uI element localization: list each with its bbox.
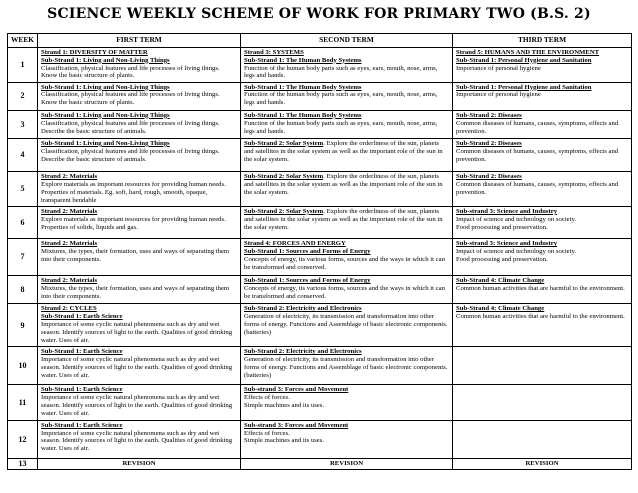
third-term-cell xyxy=(453,138,632,171)
first-term-cell xyxy=(38,172,241,207)
cell-heading: Sub-Strand 1: Sources and Forms of Energy xyxy=(244,247,371,255)
cell-heading: Strand 2: CYCLES xyxy=(41,305,97,313)
header-third-term: THIRD TERM xyxy=(453,34,632,48)
week-number: 9 xyxy=(8,304,38,347)
first-term-cell xyxy=(38,82,241,110)
cell-text: Importance of some cyclic natural phenomena such as dry and wet season. Identify sources of light to the earth. Qualities of good drinking water. Uses of air. xyxy=(41,356,233,379)
first-term-cell xyxy=(38,206,241,238)
second-term-cell xyxy=(241,206,453,238)
cell-heading: Sub-Strand 1: Living and Non-Living Things xyxy=(41,139,170,147)
cell-text: . Explore the orderliness of the sun, planets and satellites in the solar system as well as the important role of the sun in the solar system. xyxy=(244,173,443,196)
cell-text: Food processing and preservation. xyxy=(456,223,548,231)
cell-text: Effects of forces. xyxy=(244,394,290,402)
second-term-cell xyxy=(241,172,453,207)
third-term-cell xyxy=(453,172,632,207)
cell-text: Impact of science and technology on society. xyxy=(456,247,577,255)
first-term-cell xyxy=(38,239,241,276)
cell-text: Mixtures, the types, their formation, uses and ways of separating them into their components. xyxy=(41,285,230,301)
cell-heading: Sub-strand 3: Forces and Movement xyxy=(244,386,349,394)
week-number: 7 xyxy=(8,239,38,276)
cell-heading: Sub-Strand 2: Diseases xyxy=(456,173,522,181)
first-term-cell xyxy=(38,276,241,304)
cell-heading: Strand 2: Materials xyxy=(41,240,98,248)
second-term-cell xyxy=(241,138,453,171)
cell-heading: Sub-Strand 1: Earth Science xyxy=(41,313,123,321)
revision-row xyxy=(8,458,632,469)
cell-heading: Strand 4: FORCES AND ENERGY xyxy=(244,240,346,248)
cell-heading: Sub-Strand 2: Diseases xyxy=(456,139,522,147)
first-term-cell xyxy=(38,138,241,171)
cell-text: Classification, physical features and life processes of living things. Describe the basic structure of animals. xyxy=(41,147,220,163)
cell-text: Function of the human body parts such as eyes, ears, mouth, nose, arms, legs and hands. xyxy=(244,64,438,80)
header-first-term: FIRST TERM xyxy=(38,34,241,48)
cell-text: Concepts of energy, its various forms, sources and the ways in which it can be transformed and conserved. xyxy=(244,285,445,301)
cell-heading: Sub-Strand 1: Personal Hygiene and Sanitation xyxy=(456,56,592,64)
cell-text: Simple machines and its uses. xyxy=(244,437,325,445)
cell-heading: Sub-Strand 2: Electricity and Electronics xyxy=(244,305,362,313)
table-row xyxy=(8,420,632,458)
cell-text: Importance of some cyclic natural phenomena such as dry and wet season. Identify sources of light to the earth. Qualities of good drinking water. Uses of air. xyxy=(41,321,233,345)
cell-text: Mixtures, the types, their formation, uses and ways of separating them into their components. xyxy=(41,247,230,263)
first-term-cell xyxy=(38,420,241,458)
cell-text: . Explore the orderliness of the sun, planets and satellites in the solar system as well as the important role of the sun in the solar system. xyxy=(244,139,443,163)
third-term-cell xyxy=(453,420,632,458)
cell-heading: Sub-Strand 1: Living and Non-Living Things xyxy=(41,56,170,64)
cell-text: Generation of electricity, its transmission and transformation into other forms of energy. Functions and Assemblage of basic electronic components. (batteries) xyxy=(244,356,448,379)
table-row xyxy=(8,239,632,276)
cell-text: Common human activities that are harmful to the environment. xyxy=(456,313,625,321)
cell-heading: Sub-Strand 1: The Human Body Systems xyxy=(244,111,362,119)
cell-heading: Sub-Strand 1: The Human Body Systems xyxy=(244,56,362,64)
second-term-cell xyxy=(241,420,453,458)
cell-text: Explore materials as important resources for providing human needs. Properties of materials. Eg. soft, hard, rough, smooth, opaque, transparent bendable xyxy=(41,180,226,204)
second-term-cell xyxy=(241,82,453,110)
first-term-cell xyxy=(38,304,241,347)
cell-text: Importance of personal hygiene xyxy=(456,91,541,99)
second-term-cell xyxy=(241,239,453,276)
cell-heading: Sub-Strand 1: Living and Non-Living Things xyxy=(41,111,170,119)
revision-label: REVISION xyxy=(453,458,632,469)
table-row xyxy=(8,138,632,171)
cell-heading: Strand 2: Materials xyxy=(41,207,98,215)
third-term-cell xyxy=(453,276,632,304)
cell-text: Concepts of energy, its various forms, sources and the ways in which it can be transformed and conserved. xyxy=(244,255,445,271)
week-number: 6 xyxy=(8,206,38,238)
cell-heading: Sub-Strand 1: Earth Science xyxy=(41,348,123,356)
second-term-cell xyxy=(241,304,453,347)
header-week: WEEK xyxy=(8,34,38,48)
cell-heading: Sub-Strand 1: Earth Science xyxy=(41,386,123,394)
table-row xyxy=(8,206,632,238)
page-title: SCIENCE WEEKLY SCHEME OF WORK FOR PRIMARY TWO (B.S. 2) xyxy=(47,6,591,22)
week-number: 8 xyxy=(8,276,38,304)
second-term-cell xyxy=(241,385,453,420)
cell-heading: Sub-Strand 4: Climate Change xyxy=(456,277,545,285)
first-term-cell xyxy=(38,385,241,420)
second-term-cell xyxy=(241,347,453,385)
cell-heading: Strand 1: DIVERSITY OF MATTER xyxy=(41,48,148,56)
table-row xyxy=(8,304,632,347)
cell-text: Importance of some cyclic natural phenomena such as dry and wet season. Identify sources of light to the earth. Qualities of good drinking water. Uses of air. xyxy=(41,394,233,418)
table-body xyxy=(8,47,632,469)
third-term-cell xyxy=(453,47,632,82)
week-number: 4 xyxy=(8,138,38,171)
cell-text: Function of the human body parts such as eyes, ears, mouth, nose, arms, legs and hands. xyxy=(244,91,438,107)
third-term-cell xyxy=(453,110,632,138)
revision-label: REVISION xyxy=(38,458,241,469)
table-row xyxy=(8,385,632,420)
cell-text: Common diseases of humans, causes, symptoms, effects and prevention. xyxy=(456,147,619,163)
cell-heading: Sub-Strand 1: Earth Science xyxy=(41,421,123,429)
cell-heading: Sub-Strand 1: Living and Non-Living Things xyxy=(41,83,170,91)
table-row xyxy=(8,172,632,207)
cell-heading: Sub-Strand 2: Solar System xyxy=(244,139,324,147)
cell-heading: Sub-Strand 2: Electricity and Electronics xyxy=(244,348,362,356)
week-number: 3 xyxy=(8,110,38,138)
third-term-cell xyxy=(453,304,632,347)
week-number: 11 xyxy=(8,385,38,420)
cell-text: Classification, physical features and life processes of living things. Know the basic structure of plants. xyxy=(41,64,220,80)
cell-heading: Strand 5: HUMANS AND THE ENVIRONMENT xyxy=(456,48,600,56)
cell-heading: Sub-strand 3: Science and Industry xyxy=(456,240,558,248)
week-number: 2 xyxy=(8,82,38,110)
cell-text: Impact of science and technology on society. xyxy=(456,215,577,223)
cell-text: Common diseases of humans, causes, symptoms, effects and prevention. xyxy=(456,180,619,196)
cell-text: Simple machines and its uses. xyxy=(244,402,325,410)
cell-text: Common human activities that are harmful to the environment. xyxy=(456,285,625,293)
cell-text: Function of the human body parts such as eyes, ears, mouth, nose, arms, legs and hands. xyxy=(244,119,438,135)
cell-heading: Sub-Strand 4: Climate Change xyxy=(456,305,545,313)
week-number: 1 xyxy=(8,47,38,82)
second-term-cell xyxy=(241,47,453,82)
second-term-cell xyxy=(241,110,453,138)
first-term-cell xyxy=(38,347,241,385)
revision-label: REVISION xyxy=(241,458,453,469)
third-term-cell xyxy=(453,239,632,276)
cell-text: . Explore the orderliness of the sun, planets and satellites in the solar system as well as the important role of the sun in the solar system. xyxy=(244,207,443,231)
week-number: 10 xyxy=(8,347,38,385)
cell-heading: Sub-Strand 1: The Human Body Systems xyxy=(244,83,362,91)
cell-heading: Sub-Strand 2: Diseases xyxy=(456,111,522,119)
cell-heading: Sub-strand 3: Forces and Movement xyxy=(244,421,349,429)
scheme-table xyxy=(7,33,632,470)
week-number: 13 xyxy=(8,458,38,469)
cell-heading: Sub-Strand 1: Sources and Forms of Energy xyxy=(244,277,371,285)
header-row xyxy=(8,34,632,48)
third-term-cell xyxy=(453,385,632,420)
cell-text: Effects of forces. xyxy=(244,429,290,437)
cell-heading: Strand 3: SYSTEMS xyxy=(244,48,304,56)
table-row xyxy=(8,82,632,110)
cell-heading: Sub-Strand 2: Solar System xyxy=(244,173,324,181)
third-term-cell xyxy=(453,206,632,238)
week-number: 12 xyxy=(8,420,38,458)
cell-text: Food processing and preservation. xyxy=(456,255,548,263)
cell-heading: Strand 2: Materials xyxy=(41,277,98,285)
cell-text: Generation of electricity, its transmission and transformation into other forms of energy. Functions and Assemblage of basic electronic components. (batteries) xyxy=(244,313,448,337)
table-row xyxy=(8,110,632,138)
cell-text: Importance of personal hygiene xyxy=(456,64,541,72)
header-second-term: SECOND TERM xyxy=(241,34,453,48)
cell-heading: Sub-Strand 1: Personal Hygiene and Sanitation xyxy=(456,83,592,91)
cell-heading: Sub-strand 3: Science and Industry xyxy=(456,207,558,215)
cell-text: Explore materials as important resources for providing human needs. Properties of solids, liquids and gas. xyxy=(41,215,226,231)
week-number: 5 xyxy=(8,172,38,207)
cell-heading: Strand 2: Materials xyxy=(41,173,98,181)
cell-text: Common diseases of humans, causes, symptoms, effects and prevention. xyxy=(456,119,619,135)
first-term-cell xyxy=(38,110,241,138)
cell-text: Classification, physical features and life processes of living things. Describe the basic structure of animals. xyxy=(41,119,220,135)
table-row xyxy=(8,47,632,82)
cell-text: Importance of some cyclic natural phenomena such as dry and wet season. Identify sources of light to the earth. Qualities of good drinking water. Uses of air. xyxy=(41,429,233,453)
table-row xyxy=(8,347,632,385)
cell-text: Classification, physical features and life processes of living things. Know the basic structure of plants. xyxy=(41,91,220,107)
cell-heading: Sub-Strand 2: Solar System xyxy=(244,207,324,215)
second-term-cell xyxy=(241,276,453,304)
first-term-cell xyxy=(38,47,241,82)
third-term-cell xyxy=(453,347,632,385)
table-row xyxy=(8,276,632,304)
third-term-cell xyxy=(453,82,632,110)
